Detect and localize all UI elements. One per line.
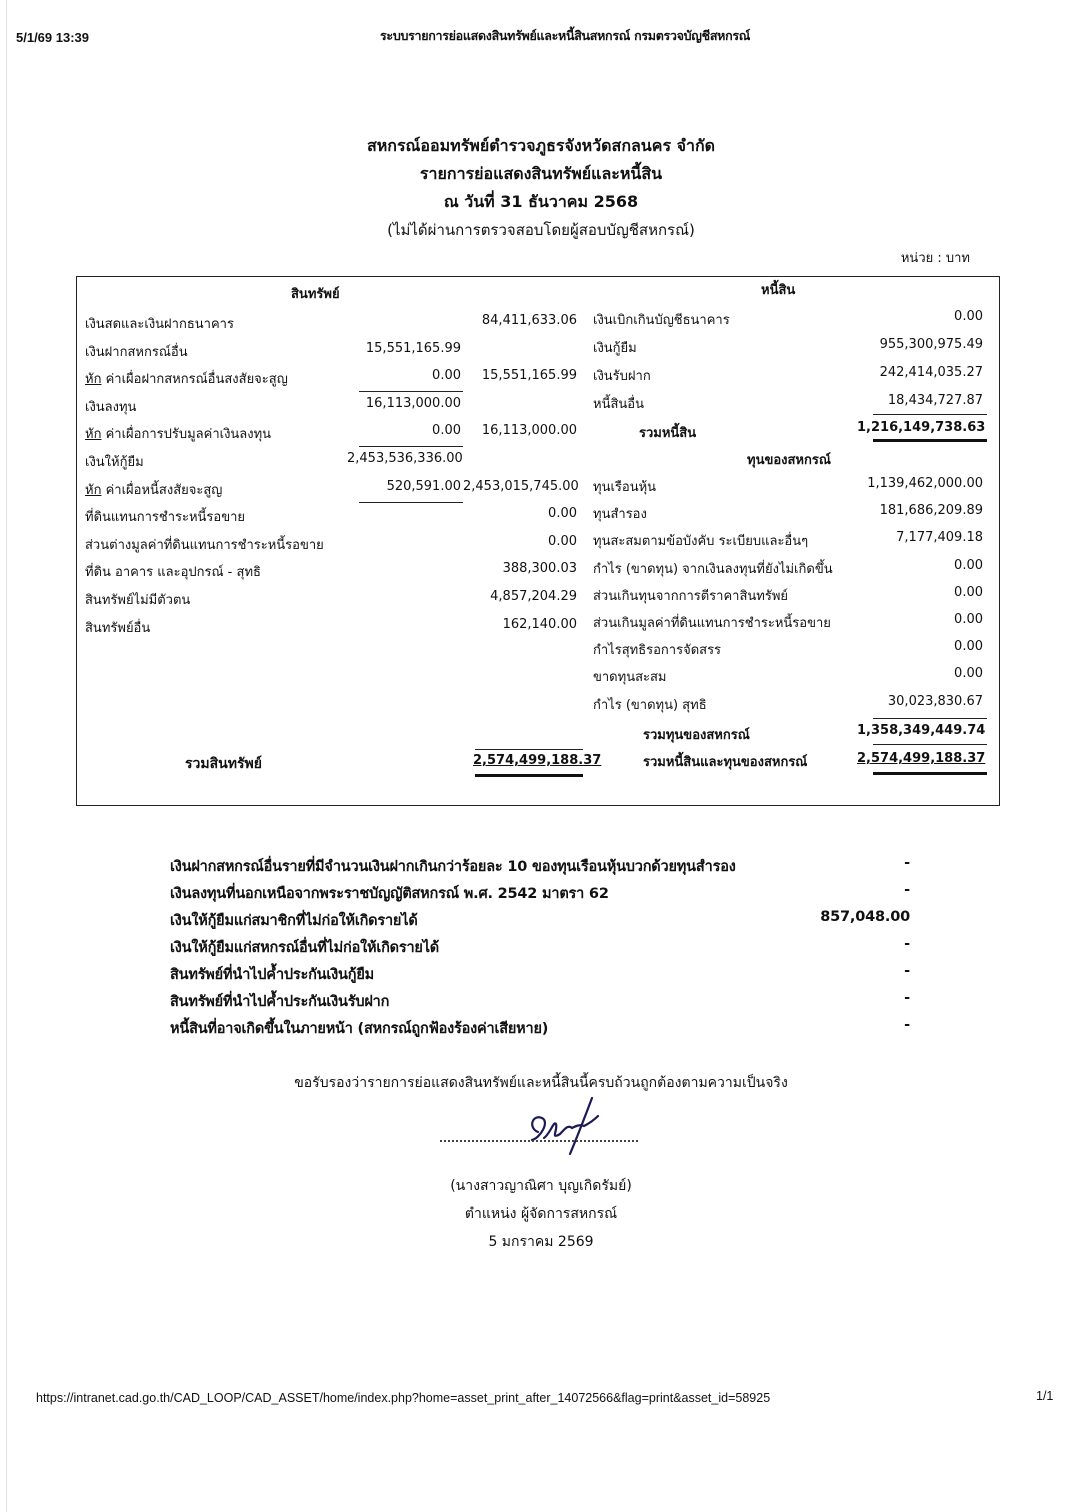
grand-total-label: รวมหนี้สินและทุนของสหกรณ์ (643, 755, 808, 770)
asset-subamount: 15,551,165.99 (365, 340, 461, 356)
asset-amount: 162,140.00 (502, 616, 577, 632)
deduct-prefix: หัก (85, 482, 102, 498)
equity-amount: 0.00 (954, 557, 983, 573)
disclosure-value: - (904, 1017, 910, 1033)
print-url: https://intranet.cad.go.th/CAD_LOOP/CAD_ASSET/home/index.php?home=asset_print_after_14072566&flag=print&asset_id=58925 (36, 1391, 771, 1405)
certification-statement: ขอรับรองว่ารายการย่อแสดงสินทรัพย์และหนี้สินนี้ครบถ้วนถูกต้องตามความเป็นจริง (294, 1075, 788, 1091)
liabilities-total-label: รวมหนี้สิน (639, 426, 697, 441)
signatory-position: ตำแหน่ง ผู้จัดการสหกรณ์ (464, 1206, 618, 1222)
asset-amount: 388,300.03 (502, 561, 577, 577)
equity-label: กำไร (ขาดทุน) จากเงินลงทุนที่ยังไม่เกิดขึ้น (593, 561, 833, 577)
equity-row (77, 476, 997, 498)
grand-total-top-rule (873, 744, 987, 745)
liabilities-total-top-rule (873, 414, 987, 415)
equity-amount: 7,177,409.18 (896, 530, 983, 546)
report-title-block (0, 132, 1082, 244)
report-name: รายการย่อแสดงสินทรัพย์และหนี้สิน (419, 164, 663, 183)
system-title: ระบบรายการย่อแสดงสินทรัพย์และหนี้สินสหกรณ์ กรมตรวจบัญชีสหกรณ์ (380, 28, 751, 43)
equity-total-top-rule (873, 718, 987, 719)
asset-label-text: เงินให้กู้ยืม (85, 455, 144, 470)
assets-total-top-rule (475, 749, 583, 750)
equity-amount: 0.00 (954, 666, 983, 682)
disclosure-value: 857,048.00 (820, 909, 910, 925)
liabilities-total-value: 1,216,149,738.63 (857, 420, 986, 435)
asset-label (85, 451, 144, 472)
equity-amount: 0.00 (954, 584, 983, 600)
asset-amount: 4,857,204.29 (490, 589, 577, 604)
assets-total-double-rule (475, 774, 583, 777)
liability-label: เงินรับฝาก (593, 369, 651, 384)
asset-label-text: ส่วนต่างมูลค่าที่ดินแทนการชำระหนี้รอขาย (85, 537, 324, 553)
asset-label-text: สินทรัพย์อื่น (85, 620, 151, 636)
grand-total-double-rule (873, 772, 987, 775)
asset-row (77, 451, 597, 473)
equity-total-value: 1,358,349,449.74 (857, 723, 986, 738)
unit-label: หน่วย : บาท (900, 251, 970, 266)
disclosure-label: เงินให้กู้ยืมแก่สหกรณ์อื่นที่ไม่ก่อให้เกิดรายได้ (170, 940, 440, 956)
liability-amount: 242,414,035.27 (879, 365, 983, 380)
equity-row (77, 558, 997, 580)
asset-label-text: ที่ดิน อาคาร และอุปกรณ์ - สุทธิ (85, 565, 261, 581)
asset-amount: 15,551,165.99 (481, 368, 577, 384)
asset-amount: 2,453,015,745.00 (463, 478, 579, 494)
signatory-block (0, 1172, 1082, 1256)
asset-subamount: 0.00 (432, 423, 461, 439)
liability-amount: 0.00 (954, 309, 983, 324)
signature-line (440, 1140, 638, 1142)
asset-row (77, 423, 597, 445)
assets-total-label: รวมสินทรัพย์ (185, 756, 262, 772)
equity-amount: 0.00 (954, 612, 983, 627)
disclosure-row (170, 936, 910, 963)
asset-subamount: 0.00 (432, 368, 461, 384)
liability-row (77, 309, 997, 331)
disclosure-row (170, 909, 910, 936)
disclosure-value: - (904, 963, 910, 979)
disclosure-label: สินทรัพย์ที่นำไปค้ำประกันเงินรับฝาก (170, 994, 390, 1010)
equity-amount: 181,686,209.89 (879, 503, 983, 519)
equity-row (77, 530, 997, 552)
disclosure-row (170, 882, 910, 909)
deduct-prefix: หัก (85, 372, 102, 388)
signatory-name: (นางสาวญาณิศา บุญเกิดรัมย์) (450, 1178, 632, 1194)
equity-amount: 1,139,462,000.00 (867, 476, 983, 491)
equity-row (77, 639, 997, 661)
signature-icon (520, 1094, 610, 1160)
liabilities-total-double-rule (873, 439, 987, 442)
liability-row (77, 337, 997, 359)
equity-total-label: รวมทุนของสหกรณ์ (643, 728, 750, 743)
disclosure-row (170, 963, 910, 990)
equity-label: กำไร (ขาดทุน) สุทธิ (593, 697, 707, 713)
equity-label: ส่วนเกินทุนจากการตีราคาสินทรัพย์ (593, 588, 788, 604)
equity-row (77, 666, 997, 688)
equity-label: ส่วนเกินมูลค่าที่ดินแทนการชำระหนี้รอขาย (593, 616, 831, 631)
equity-amount: 0.00 (954, 639, 983, 655)
equity-label: ขาดทุนสะสม (593, 670, 667, 686)
disclosure-row (170, 990, 910, 1017)
disclosure-label: สินทรัพย์ที่นำไปค้ำประกันเงินกู้ยืม (170, 967, 374, 983)
asset-subamount: 520,591.00 (386, 478, 461, 494)
liability-row (77, 393, 997, 415)
disclosure-label: หนี้สินที่อาจเกิดขึ้นในภายหน้า (สหกรณ์ถูกฟ้องร้องค่าเสียหาย) (170, 1021, 549, 1037)
equity-heading: ทุนของสหกรณ์ (747, 453, 831, 468)
disclosure-row (170, 1017, 910, 1044)
equity-row (77, 503, 997, 525)
disclosure-row (170, 855, 910, 882)
asset-label-text: ที่ดินแทนการชำระหนี้รอขาย (85, 510, 246, 526)
asset-label-text: ค่าเผื่อหนี้สงสัยจะสูญ (101, 482, 223, 498)
report-date: ณ วันที่ 31 ธันวาคม 2568 (443, 192, 639, 211)
disclosure-value: - (904, 855, 910, 871)
liability-amount: 955,300,975.49 (879, 337, 983, 352)
grand-total-value: 2,574,499,188.37 (857, 751, 986, 766)
asset-label-text: ค่าเผื่อการปรับมูลค่าเงินลงทุน (101, 427, 272, 443)
equity-amount: 30,023,830.67 (887, 693, 983, 709)
assets-total-value: 2,574,499,188.37 (473, 753, 602, 768)
disclosure-value: - (904, 882, 910, 898)
asset-label-text: เงินลงทุน (85, 399, 137, 415)
equity-label: ทุนเรือนหุ้น (593, 480, 657, 495)
signatory-date: 5 มกราคม 2569 (488, 1234, 594, 1250)
asset-amount: 0.00 (548, 533, 577, 549)
equity-row (77, 612, 997, 634)
equity-row (77, 694, 997, 716)
asset-subamount: 2,453,536,336.00 (347, 451, 463, 466)
asset-label-text: เงินสดและเงินฝากธนาคาร (85, 317, 234, 332)
equity-label: กำไรสุทธิรอการจัดสรร (593, 643, 722, 659)
asset-label-text: ค่าเผื่อฝากสหกรณ์อื่นสงสัยจะสูญ (101, 372, 288, 388)
disclosure-label: เงินลงทุนที่นอกเหนือจากพระราชบัญญัติสหกรณ์ พ.ศ. 2542 มาตรา 62 (170, 886, 609, 902)
equity-label: ทุนสำรอง (593, 507, 647, 523)
asset-amount: 16,113,000.00 (481, 423, 577, 439)
liability-label: เงินกู้ยืม (593, 341, 637, 356)
subtotal-rule (359, 446, 463, 447)
balance-sheet (76, 276, 1000, 806)
liabilities-heading: หนี้สิน (761, 283, 796, 298)
asset-label-text: เงินฝากสหกรณ์อื่น (85, 344, 188, 360)
asset-amount: 0.00 (548, 506, 577, 522)
deduct-prefix: หัก (85, 427, 102, 443)
disclosure-label: เงินฝากสหกรณ์อื่นรายที่มีจำนวนเงินฝากเกินกว่าร้อยละ 10 ของทุนเรือนหุ้นบวกด้วยทุนสำรอง (170, 859, 736, 875)
print-datetime: 5/1/69 13:39 (16, 30, 90, 45)
disclosure-label: เงินให้กู้ยืมแก่สมาชิกที่ไม่ก่อให้เกิดรายได้ (170, 913, 418, 929)
disclosure-value: - (904, 990, 910, 1006)
asset-amount: 84,411,633.06 (481, 313, 577, 328)
organization-name: สหกรณ์ออมทรัพย์ตำรวจภูธรจังหวัดสกลนคร จำกัด (366, 136, 716, 155)
page-number: 1/1 (1036, 1389, 1054, 1403)
liability-label: เงินเบิกเกินบัญชีธนาคาร (593, 313, 730, 328)
asset-label (85, 423, 271, 444)
asset-label-text: สินทรัพย์ไม่มีตัวตน (85, 593, 191, 608)
equity-label: ทุนสะสมตามข้อบังคับ ระเบียบและอื่นๆ (593, 534, 809, 550)
liability-label: หนี้สินอื่น (593, 397, 644, 412)
asset-subamount: 16,113,000.00 (365, 395, 461, 411)
liability-amount: 18,434,727.87 (887, 393, 983, 408)
equity-row (77, 585, 997, 607)
disclosure-value: - (904, 936, 910, 952)
assets-heading: สินทรัพย์ (291, 287, 340, 302)
audit-note: (ไม่ได้ผ่านการตรวจสอบโดยผู้สอบบัญชีสหกรณ์) (387, 221, 695, 239)
additional-disclosures (170, 855, 910, 1044)
liability-row (77, 365, 997, 387)
